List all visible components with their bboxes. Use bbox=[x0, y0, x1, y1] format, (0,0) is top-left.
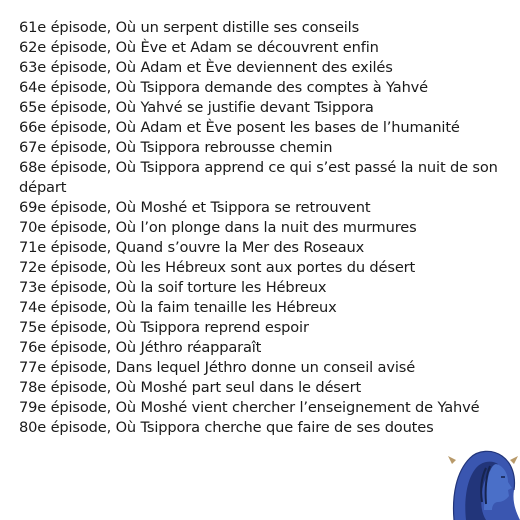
episode-item: 76e épisode, Où Jéthro réapparaît bbox=[19, 339, 262, 356]
episode-item: 78e épisode, Où Moshé part seul dans le désert bbox=[19, 379, 362, 396]
episode-item: 71e épisode, Quand s’ouvre la Mer des Roseaux bbox=[19, 239, 365, 256]
episode-item: 72e épisode, Où les Hébreux sont aux portes du désert bbox=[19, 259, 416, 276]
episode-item: 67e épisode, Où Tsippora rebrousse chemin bbox=[19, 139, 333, 156]
accent-left bbox=[448, 456, 456, 464]
episode-item: 75e épisode, Où Tsippora reprend espoir bbox=[19, 319, 309, 336]
episode-item: 77e épisode, Dans lequel Jéthro donne un conseil avisé bbox=[19, 359, 416, 376]
episode-item: 65e épisode, Où Yahvé se justifie devant Tsippora bbox=[19, 99, 374, 116]
episode-item: 80e épisode, Où Tsippora cherche que faire de ses doutes bbox=[19, 419, 434, 436]
episode-item: 64e épisode, Où Tsippora demande des comptes à Yahvé bbox=[19, 79, 428, 96]
episode-item: 69e épisode, Où Moshé et Tsippora se retrouvent bbox=[19, 199, 371, 216]
episode-item: 61e épisode, Où un serpent distille ses conseils bbox=[19, 19, 360, 36]
episode-list bbox=[19, 18, 515, 438]
episode-item: 68e épisode, Où Tsippora apprend ce qui s’est passé la nuit de son départ bbox=[19, 159, 498, 196]
episode-item: 66e épisode, Où Adam et Ève posent les bases de l’humanité bbox=[19, 119, 460, 136]
episode-item: 70e épisode, Où l’on plonge dans la nuit des murmures bbox=[19, 219, 417, 236]
episode-item: 63e épisode, Où Adam et Ève deviennent des exilés bbox=[19, 59, 393, 76]
veiled-woman-portrait-icon bbox=[446, 446, 520, 520]
episode-item: 73e épisode, Où la soif torture les Hébreux bbox=[19, 279, 327, 296]
episode-item: 79e épisode, Où Moshé vient chercher l’enseignement de Yahvé bbox=[19, 399, 480, 416]
episode-item: 74e épisode, Où la faim tenaille les Hébreux bbox=[19, 299, 337, 316]
episode-item: 62e épisode, Où Ève et Adam se découvrent enfin bbox=[19, 39, 379, 56]
accent-right bbox=[510, 456, 518, 464]
